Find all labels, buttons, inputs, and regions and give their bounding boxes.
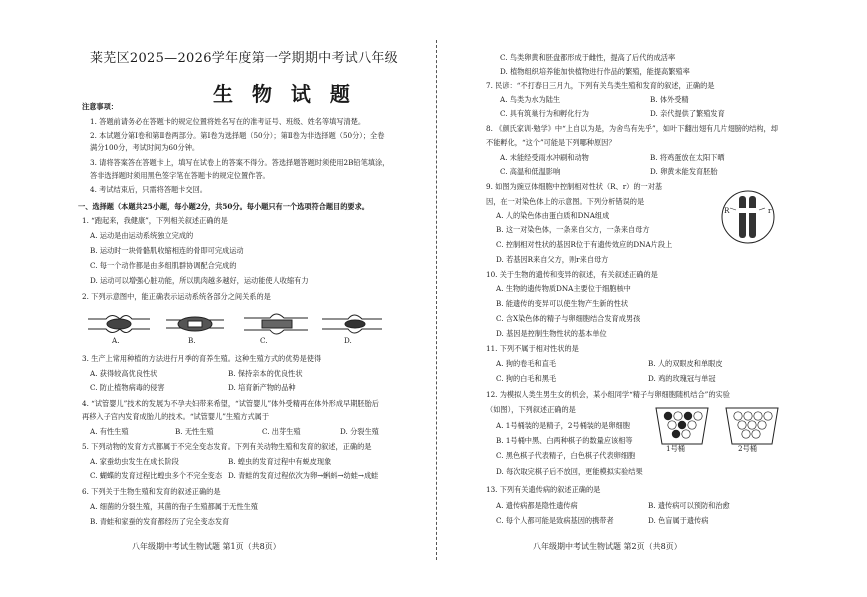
question: 1. “跑起来，我健康”，下列相关叙述正确的是 xyxy=(82,216,228,225)
section-heading: 一、选择题（本题共25小题，每小题2分，共50分。每小题只有一个选项符合题目的要求。 xyxy=(78,202,369,211)
bucket-1-label: 1号桶 xyxy=(666,444,685,453)
question: 3. 生产上常用种植的方法进行月季的育养生殖。这种生殖方式的优势是使得 xyxy=(82,354,322,363)
question-cont: （如图），下列叙述正确的是 xyxy=(486,405,576,414)
option: A. 狗的卷毛和直毛 xyxy=(496,359,557,368)
diagram-d xyxy=(322,315,382,333)
option: A. 遗传病都是隐性遗传病 xyxy=(496,501,578,510)
diagram-c xyxy=(244,314,308,334)
option: A. 有性生殖 xyxy=(90,427,129,436)
bucket-2-label: 2号桶 xyxy=(738,444,757,453)
page-footer: 八年级期中考试生物试题 第1页（共8页） xyxy=(132,542,281,551)
question: 12. 为模拟人类生男生女的机会，某小组同学“精子与卵细胞随机结合”的实验 xyxy=(486,390,730,399)
option: C. 出芽生殖 xyxy=(262,427,301,436)
left-page xyxy=(0,0,433,597)
question: 11. 下列不属于相对性状的是 xyxy=(486,344,579,353)
option: C. 鸟类卵黄和胚盘都形成于雌性，提高了后代的成活率 xyxy=(500,53,676,62)
option: A. 鸟类为水为陆生 xyxy=(500,95,561,104)
option: A. 运动是由运动系统独立完成的 xyxy=(90,231,194,240)
option: B. 保持亲本的优良性状 xyxy=(228,369,303,378)
option: D. 基因是控制生物性状的基本单位 xyxy=(496,329,607,338)
option: B. 蝗虫的发育过程中有蜕皮现象 xyxy=(228,457,332,466)
question: 5. 下列动物的发育方式都属于不完全变态发育。下列有关动物生殖和发育的叙述，正确的是 xyxy=(82,442,372,451)
option: A. 1号桶装的是精子，2号桶装的是卵细胞 xyxy=(496,421,630,430)
option: C. 高温和低温影响 xyxy=(500,167,561,176)
question: 2. 下列示意图中，能正确表示运动系统各部分之间关系的是 xyxy=(82,292,271,301)
option: C. 具有筑巢行为和孵化行为 xyxy=(500,109,589,118)
question: 6. 下列关于生物生殖和发育的叙述正确的是 xyxy=(82,487,221,496)
question: 13. 下列有关遗传病的叙述正确的是 xyxy=(486,485,601,494)
option: D. 若基因R来自父方，则r来自母方 xyxy=(496,255,609,264)
page-footer: 八年级期中考试生物试题 第2页（共8页） xyxy=(533,542,682,551)
option: C. 狗的白毛和黑毛 xyxy=(496,374,557,383)
option: C. 黑色棋子代表精子，白色棋子代表卵细胞 xyxy=(496,451,636,460)
bucket-2 xyxy=(726,408,778,444)
option: D. 青蛙的发育过程依次为卵→蝌蚪→幼蛙→成蛙 xyxy=(228,471,379,480)
page-divider xyxy=(436,40,438,560)
bucket-1 xyxy=(656,408,708,444)
right-page xyxy=(440,0,867,597)
question: 7. 民谚：“不打春日三月九，下列有关鸟类生殖和发育的叙述，正确的是 xyxy=(486,81,715,90)
gene-label-r-recessive: r xyxy=(768,206,772,215)
option: D. 培育新产物的品种 xyxy=(228,383,296,392)
option: A. 未能经受雨水冲刷和动物 xyxy=(500,153,589,162)
option: D. 卵黄未能发育胚胎 xyxy=(650,167,718,176)
option: D. 亲代提供了繁殖发育 xyxy=(650,109,725,118)
option: C. 蝴蝶的发育过程比蝗虫多个不完全变态 xyxy=(90,471,223,480)
notice-item: 3. 请将答案答在答题卡上，填写在试卷上的答案不得分。答选择题答题时须使用2B铅笔填涂， xyxy=(90,158,390,167)
option: B. 遗传病可以预防和治愈 xyxy=(648,501,730,510)
option: B. 人的双眼皮和单眼皮 xyxy=(648,359,723,368)
gene-label-r-dominant: R xyxy=(724,206,730,215)
question: 8. 《颜氏家训·勉学》中“上自以为是，为舍鸟有先乎”，如叶下翻出翅有几片翅膀的结构，却 xyxy=(486,124,778,133)
notice-item: 满分100分，考试时间为60分钟。 xyxy=(90,143,200,152)
diagram-a xyxy=(88,316,150,333)
question-cont: 因，在一对染色体上的示意图。下列分析错误的是 xyxy=(486,197,645,206)
exam-title: 生 物 试 题 xyxy=(213,82,356,106)
notice-item: 1. 答题前请务必在答题卡的规定位置将姓名写在的准考证号、班级、姓名等填写清楚。 xyxy=(90,117,366,126)
option: A. 生物的遗传物质DNA主要位于细胞核中 xyxy=(496,284,631,293)
option: A. 细菌的分裂生殖，其菌的孢子生殖都属于无性生殖 xyxy=(90,502,258,511)
option: B. 1号桶中黑、白两种棋子的数量应该相等 xyxy=(496,436,633,445)
option: D. 色盲属于遗传病 xyxy=(648,516,709,525)
chromosome-figure xyxy=(720,188,776,246)
option: D. 植物组织培养能加快植物进行作品的繁殖，能提高繁殖率 xyxy=(500,67,690,76)
question: 4. “试管婴儿”技术的发展为不孕夫妇带来希望，“试管婴儿”体外受精再在体外形成早期胚胎后 xyxy=(82,399,379,408)
option: A. 人的染色体由蛋白质和DNA组成 xyxy=(496,211,610,220)
option: B. 运动时一块骨骼肌收缩相连的骨即可完成运动 xyxy=(90,246,244,255)
option: C. 防止植物病毒的侵害 xyxy=(90,383,165,392)
notice-heading: 注意事项： xyxy=(82,102,118,111)
question: 9. 如图为豌豆体细胞中控制相对性状（R、r）的一对基 xyxy=(486,182,663,191)
option: B. 能遗传的变异可以使生物产生新的性状 xyxy=(496,299,629,308)
q2-label-c: C. xyxy=(260,336,268,345)
option: D. 鸡的玫瑰冠与单冠 xyxy=(648,374,716,383)
option: A. 家蚕幼虫发生在成长阶段 xyxy=(90,457,179,466)
option: C. 控制相对性状的基因R位于有遗传效应的DNA片段上 xyxy=(496,240,673,249)
q2-label-a: A. xyxy=(112,336,120,345)
option: D. 每次取完棋子后不放回，更能模拟实验结果 xyxy=(496,467,643,476)
q2-label-b: B. xyxy=(188,336,196,345)
option: B. 体外受精 xyxy=(650,95,689,104)
notice-item: 4. 考试结束后，只需将答题卡交回。 xyxy=(90,185,207,194)
option: A. 获得较高优良性状 xyxy=(90,369,158,378)
exam-header: 莱芜区2025—2026学年度第一学期期中考试八年级 xyxy=(90,51,398,66)
notice-item: 答非选择题时须用黑色签字笔在答题卡的规定位置作答。 xyxy=(90,171,270,180)
option: B. 将鸡蛋放在太阳下晒 xyxy=(650,153,725,162)
option: C. 每个人都可能是致病基因的携带者 xyxy=(496,516,614,525)
notice-item: 2. 本试题分第Ⅰ卷和第Ⅱ卷两部分。第Ⅰ卷为选择题（50分）；第Ⅱ卷为非选择题（50分）；全卷 xyxy=(90,131,385,140)
q2-label-d: D. xyxy=(344,336,352,345)
question: 10. 关于生物的遗传和变异的叙述，有关叙述正确的是 xyxy=(486,270,658,279)
q2-joint-diagrams xyxy=(86,306,386,344)
question-cont: 不能孵化，“这个”可能是下列哪种原因？ xyxy=(486,138,616,147)
option: B. 无性生殖 xyxy=(175,427,214,436)
option: D. 分裂生殖 xyxy=(340,427,379,436)
option: C. 每一个动作都是由多组肌群协调配合完成的 xyxy=(90,261,237,270)
diagram-b xyxy=(166,317,224,331)
option: D. 运动可以增强心脏功能，所以肌肉越多越好，运动能使人收缩有力 xyxy=(90,276,309,285)
option: B. 这一对染色体，一条来自父方，一条来自母方 xyxy=(496,225,650,234)
option: C. 含X染色体的精子与卵细胞结合发育成男孩 xyxy=(496,314,641,323)
question-cont: 再移入子宫内发育成胎儿的技术。“试管婴儿”生殖方式属于 xyxy=(82,412,270,421)
option: B. 青蛙和家蚕的发育都经历了完全变态发育 xyxy=(90,517,230,526)
